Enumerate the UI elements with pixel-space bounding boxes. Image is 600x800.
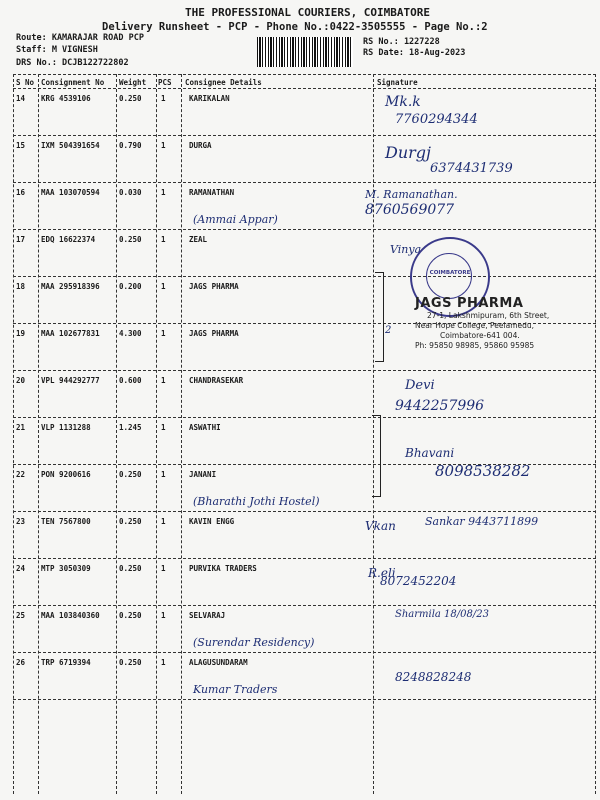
row-consignment: MAA 102677831 xyxy=(41,329,100,338)
stamp-text: COIMBATORE xyxy=(429,270,471,276)
row-consignment: KRG 4539106 xyxy=(41,94,91,103)
company-title: THE PROFESSIONAL COURIERS, COIMBATORE xyxy=(185,6,431,19)
row-sno: 20 xyxy=(16,376,26,385)
row-signature: Mk.k xyxy=(385,94,421,110)
row-pcs: 1 xyxy=(161,564,166,573)
row-consignee: JAGS PHARMA xyxy=(189,282,239,291)
row-pcs: 1 xyxy=(161,94,166,103)
row-pcs: 1 xyxy=(161,658,166,667)
rs-date: RS Date: 18-Aug-2023 xyxy=(363,48,466,58)
row-pcs: 1 xyxy=(161,141,166,150)
bracket-mark-2 xyxy=(372,415,381,497)
row-sno: 18 xyxy=(16,282,26,291)
row-weight: 0.250 xyxy=(119,235,142,244)
row-sno: 19 xyxy=(16,329,26,338)
row-consignment: TEN 7567800 xyxy=(41,517,91,526)
row-signature-phone: 8248828248 xyxy=(395,670,472,684)
col-header-weight: Weight xyxy=(119,78,147,87)
row-weight: 0.250 xyxy=(119,517,142,526)
row-divider xyxy=(13,605,596,606)
runsheet-table xyxy=(13,74,596,794)
row-consignee: KARIKALAN xyxy=(189,94,230,103)
row-signature: Durgj xyxy=(385,143,431,162)
row-consignee: ALAGUSUNDARAM xyxy=(189,658,248,667)
row-weight: 0.030 xyxy=(119,188,142,197)
row-consignee: PURVIKA TRADERS xyxy=(189,564,257,573)
row-sno: 15 xyxy=(16,141,26,150)
row-consignee: CHANDRASEKAR xyxy=(189,376,244,385)
row-pcs: 1 xyxy=(161,611,166,620)
row-consignment: MAA 103840360 xyxy=(41,611,100,620)
row-weight: 0.250 xyxy=(119,470,142,479)
row-consignee: DURGA xyxy=(189,141,212,150)
row-sno: 16 xyxy=(16,188,26,197)
row-signature: Sharmila 18/08/23 xyxy=(395,609,489,620)
row-note: (Surendar Residency) xyxy=(193,636,315,649)
row-weight: 1.245 xyxy=(119,423,142,432)
row-pcs: 1 xyxy=(161,423,166,432)
row-divider xyxy=(13,511,596,512)
jags-pharma-stamp xyxy=(415,296,595,351)
row-sno: 21 xyxy=(16,423,26,432)
row-pcs: 1 xyxy=(161,376,166,385)
row-consignment: MAA 103070594 xyxy=(41,188,100,197)
row-pcs: 1 xyxy=(161,517,166,526)
barcode xyxy=(257,37,353,67)
row-signature-phone: 8760569077 xyxy=(365,202,455,218)
row-consignment: MTP 3050309 xyxy=(41,564,91,573)
row-consignment: VLP 1131288 xyxy=(41,423,91,432)
row-weight: 4.300 xyxy=(119,329,142,338)
row-sno: 26 xyxy=(16,658,26,667)
row-signature-phone: 6374431739 xyxy=(430,161,513,176)
row-consignee: JANANI xyxy=(189,470,217,479)
row-consignment: IXM 504391654 xyxy=(41,141,100,150)
col-header-consignment: Consignment No xyxy=(41,78,105,87)
bracket-mark xyxy=(375,272,384,362)
row-sno: 23 xyxy=(16,517,26,526)
row-signature: Vinya xyxy=(390,243,422,256)
row-consignee: SELVARAJ xyxy=(189,611,226,620)
drs-number: DRS No.: DCJB122722802 xyxy=(16,58,129,68)
row-pcs: 1 xyxy=(161,235,166,244)
row-signature-phone: Sankar 9443711899 xyxy=(425,515,539,528)
row-consignee: RAMANATHAN xyxy=(189,188,235,197)
row-weight: 0.250 xyxy=(119,658,142,667)
row-note: (Ammai Appar) xyxy=(193,213,278,226)
row-signature-phone: 8072452204 xyxy=(380,574,457,588)
col-header-pcs: PCS xyxy=(158,78,172,87)
row-consignee: ASWATHI xyxy=(189,423,221,432)
row-sno: 14 xyxy=(16,94,26,103)
row-signature: M. Ramanathan. xyxy=(365,188,458,201)
row-signature-phone: 7760294344 xyxy=(395,112,478,127)
row-sno: 25 xyxy=(16,611,26,620)
jags-phone: Ph: 95850 98985, 95860 95985 xyxy=(415,341,535,350)
row-signature: 2 xyxy=(385,325,392,336)
row-divider xyxy=(13,182,596,183)
row-divider xyxy=(13,417,596,418)
row-consignment: TRP 6719394 xyxy=(41,658,91,667)
row-weight: 0.250 xyxy=(119,611,142,620)
row-divider xyxy=(13,229,596,230)
row-note: (Bharathi Jothi Hostel) xyxy=(193,495,320,508)
row-note: Kumar Traders xyxy=(193,683,278,696)
row-pcs: 1 xyxy=(161,329,166,338)
row-signature: Bhavani xyxy=(405,446,455,460)
row-pcs: 1 xyxy=(161,188,166,197)
row-signature-phone: 8098538282 xyxy=(435,462,531,480)
row-consignment: PON 9200616 xyxy=(41,470,91,479)
runsheet-title: Delivery Runsheet - PCP - Phone No.:0422-3505555 - Page No.:2 xyxy=(102,21,488,33)
row-weight: 0.200 xyxy=(119,282,142,291)
jags-address-1: 27-1, Lakshmipuram, 6th Street, xyxy=(427,311,550,320)
row-signature: Vkan xyxy=(365,519,396,533)
row-consignment: EDQ 16622374 xyxy=(41,235,96,244)
row-consignee: ZEAL xyxy=(189,235,208,244)
jags-address-2: Near Hope College, Peelamedu, xyxy=(415,321,535,330)
row-divider xyxy=(13,135,596,136)
row-pcs: 1 xyxy=(161,470,166,479)
row-signature-phone: 9442257996 xyxy=(395,398,485,414)
row-consignment: VPL 944292777 xyxy=(41,376,100,385)
row-consignment: MAA 295918396 xyxy=(41,282,100,291)
row-signature: Devi xyxy=(405,378,435,393)
row-sno: 24 xyxy=(16,564,26,573)
row-weight: 0.790 xyxy=(119,141,142,150)
row-divider xyxy=(13,558,596,559)
row-consignee: KAVIN ENGG xyxy=(189,517,235,526)
rs-number: RS No.: 1227228 xyxy=(363,37,440,47)
staff-label: Staff: M VIGNESH xyxy=(16,45,98,55)
row-divider xyxy=(13,370,596,371)
row-pcs: 1 xyxy=(161,282,166,291)
row-sno: 22 xyxy=(16,470,26,479)
row-consignee: JAGS PHARMA xyxy=(189,329,239,338)
route-label: Route: KAMARAJAR ROAD PCP xyxy=(16,33,144,43)
row-weight: 0.250 xyxy=(119,564,142,573)
row-divider xyxy=(13,699,596,700)
col-header-signature: Signature xyxy=(377,78,418,87)
row-sno: 17 xyxy=(16,235,26,244)
col-header-sno: S No xyxy=(16,78,35,87)
jags-name: JAGS PHARMA xyxy=(415,296,524,311)
row-signature: R.eli xyxy=(368,566,396,580)
col-header-consignee: Consignee Details xyxy=(185,78,262,87)
jags-address-3: Coimbatore-641 004. xyxy=(440,331,520,340)
row-divider xyxy=(13,276,596,277)
row-weight: 0.250 xyxy=(119,94,142,103)
row-divider xyxy=(13,652,596,653)
row-weight: 0.600 xyxy=(119,376,142,385)
